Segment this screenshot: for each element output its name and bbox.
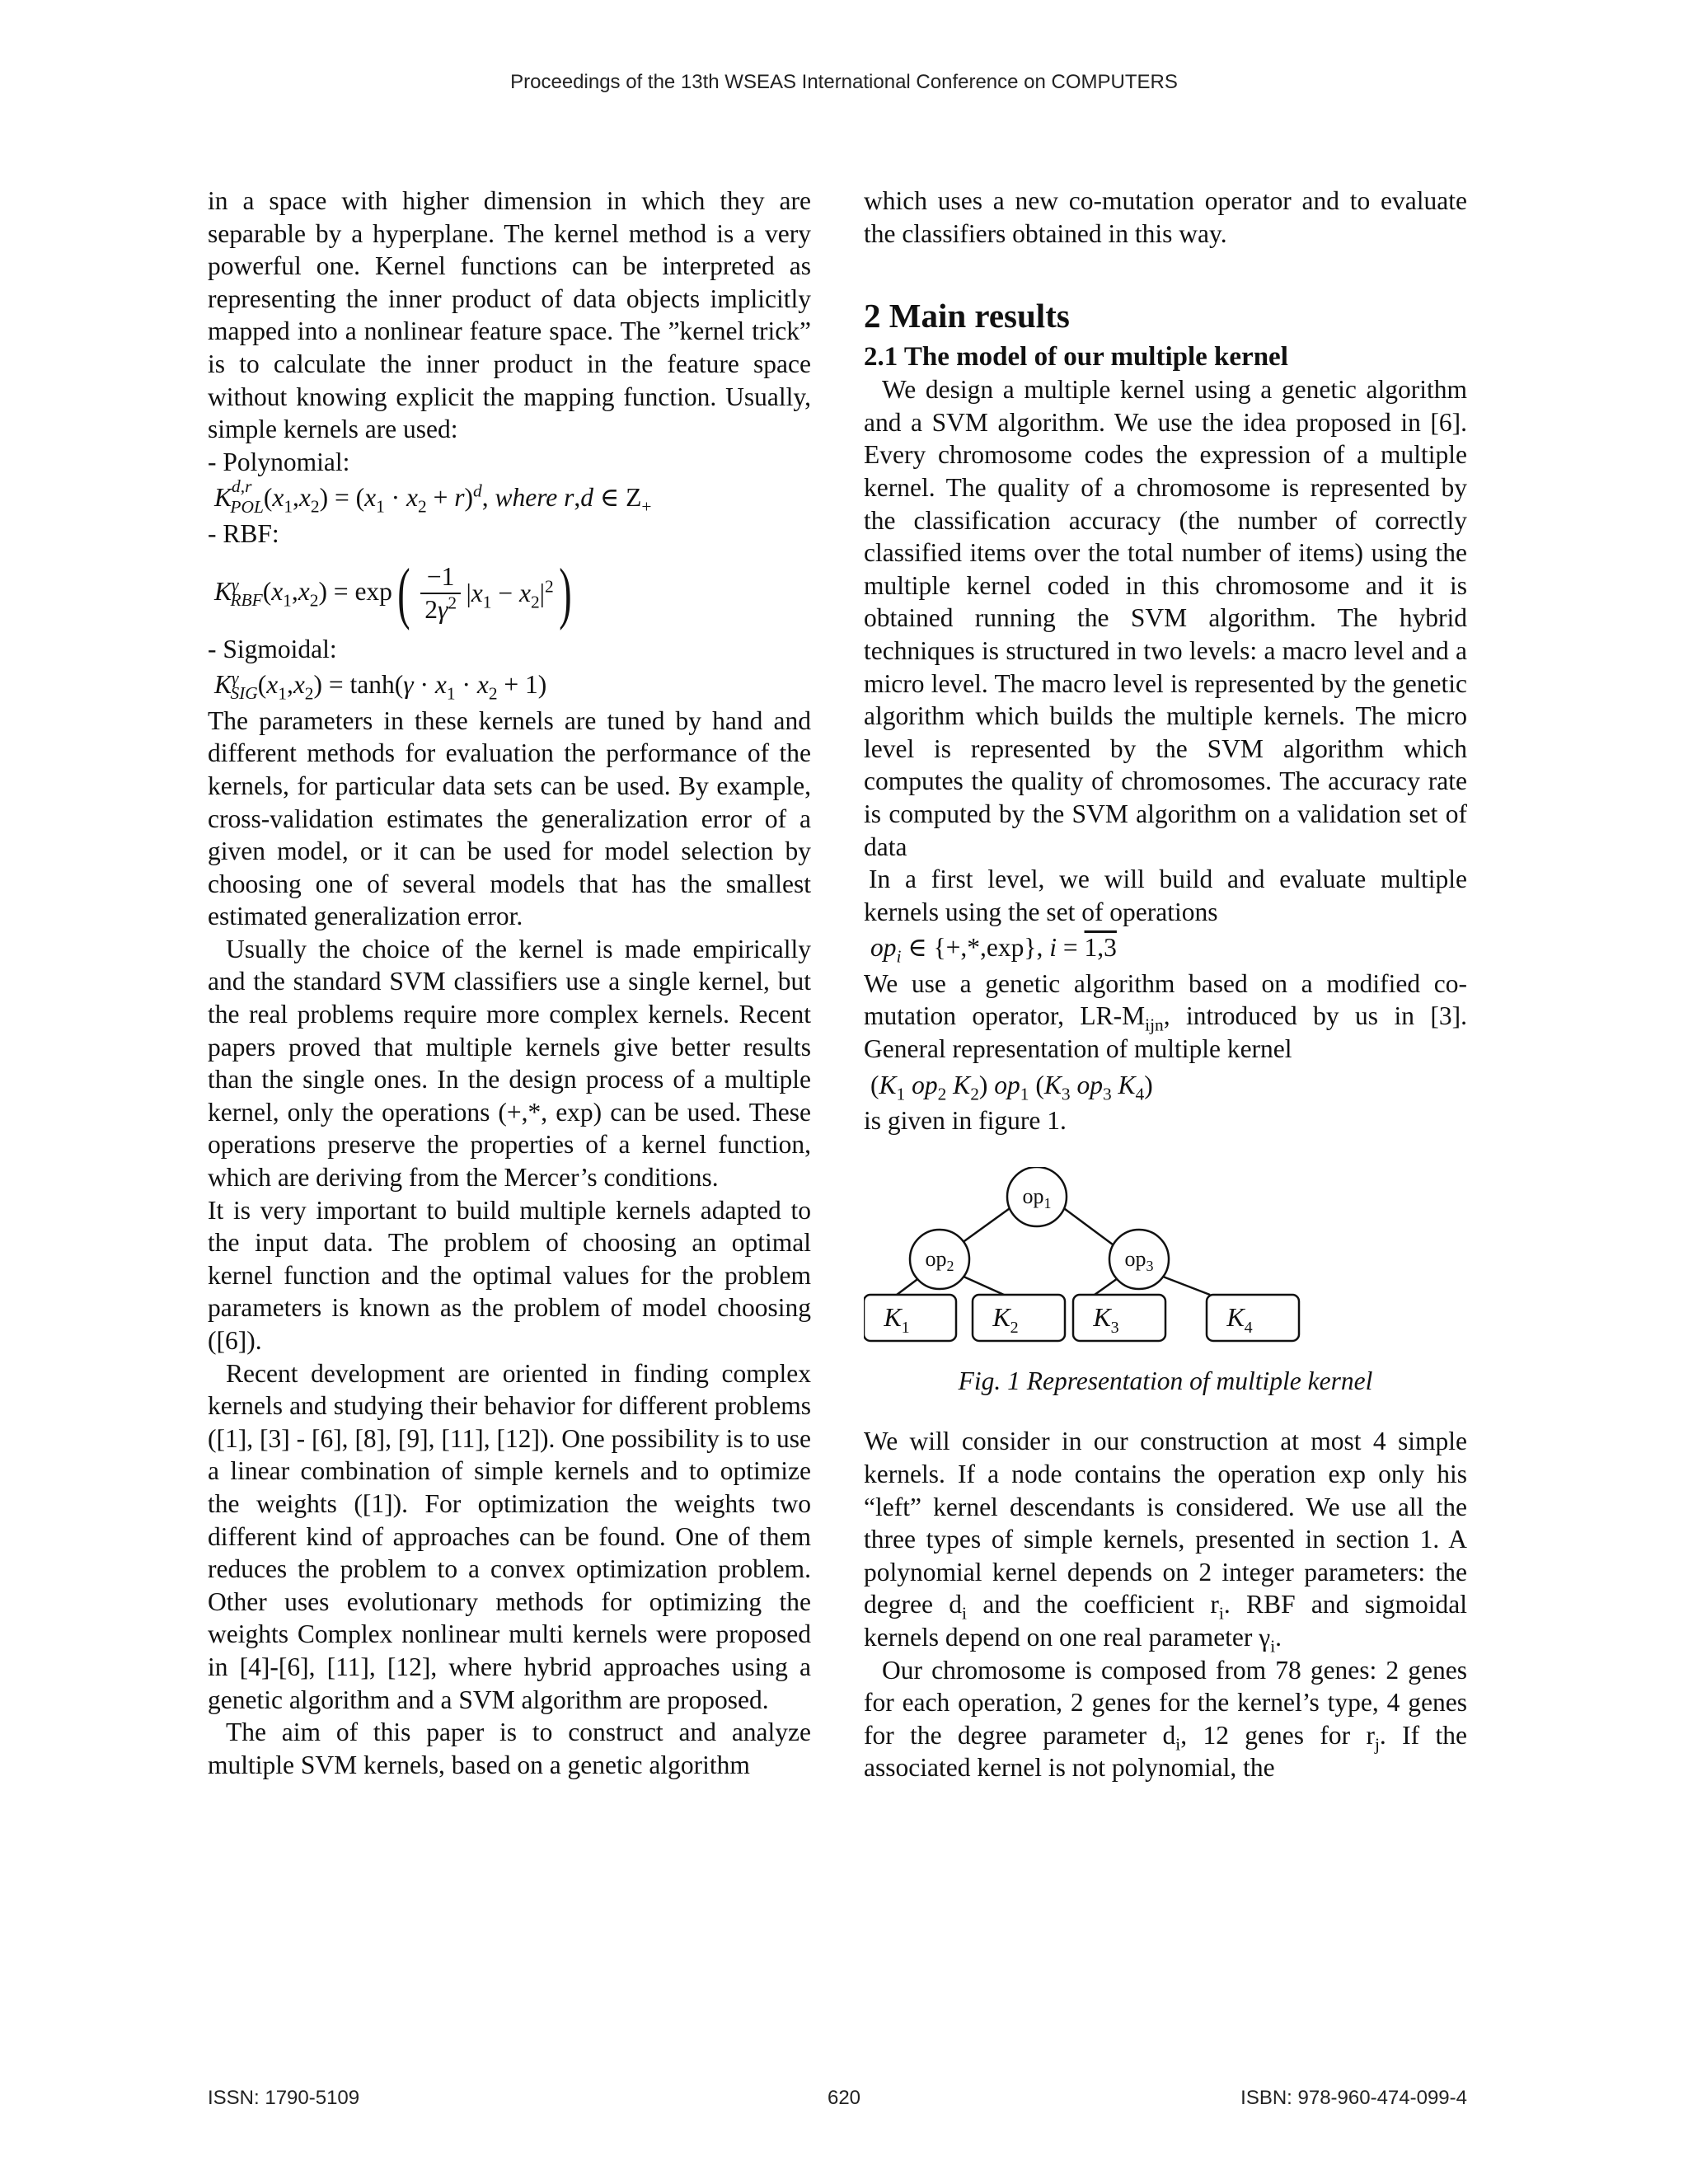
paragraph: in a space with higher dimension in which they are separable by a hyperplane. The kernel method is a very powerful one. Kernel functions can be interpreted as representing the inner product of data objects implicitly mapped into a nonlinear feature space. The ”kernel trick” is to calculate the inner product in the feature space without knowing explicit the mapping function. Usually, simple kernels are used: bbox=[208, 186, 811, 444]
kernel-label-polynomial: - Polynomial: bbox=[208, 447, 350, 476]
paragraph bbox=[864, 968, 1467, 1066]
paragraph: Recent development are oriented in finding complex kernels and studying their behavior for different problems ([1], [3] - [6], [8], [9], [11], [12]). One possibility is to use a linear combination of simple kernels and to optimize the weights ([1]). For optimization the weights two different kind of approaches can be found. One of them reduces the problem to a convex optimization problem. Other uses evolutionary methods for optimizing the weights Complex nonlinear multi kernels were proposed in [4]-[6], [11], [12], where hybrid approaches using a genetic algorithm and a SVM algorithm are proposed. bbox=[208, 1358, 811, 1714]
leaf-label-k2: $K_2$ bbox=[992, 1301, 1019, 1337]
footer-issn: ISSN: 1790-5109 bbox=[208, 2087, 360, 2109]
equation-operations: $op_i$ ∈ {+,*,exp}, i = 1,3 bbox=[870, 933, 1117, 967]
leaf-k3 bbox=[1073, 1295, 1165, 1341]
footer-isbn: ISBN: 978-960-474-099-4 bbox=[1240, 2087, 1467, 2109]
leaf-k4 bbox=[1207, 1295, 1299, 1341]
footer-page-number: 620 bbox=[827, 2087, 861, 2109]
node-label-op1: $op_1$ bbox=[1022, 1183, 1052, 1212]
equation-rbf: $K^\gamma_{RBF}(x_1,x_2) = \exp$( $\frac{-1}{2\gamma^2}$ $|x_1 - x_2|^2$) bbox=[214, 555, 572, 632]
paragraph: The aim of this paper is to construct and analyze multiple SVM kernels, based on a genetic algorithm bbox=[208, 1718, 811, 1779]
right-column bbox=[864, 185, 1467, 1784]
leaf-label-k3: $K_3$ bbox=[1093, 1301, 1119, 1337]
paragraph-text: Our chromosome is composed from 78 genes: 2 genes for each operation, 2 genes for the kernel’s type, 4 genes for the degree parameter d bbox=[864, 1655, 1467, 1750]
edge bbox=[1062, 1207, 1119, 1249]
paragraph: In a first level, we will build and evaluate multiple kernels using the set of operations bbox=[864, 865, 1467, 926]
paragraph-text: We use a genetic algorithm based on a modified co-mutation operator, LR-M bbox=[864, 968, 1467, 1031]
leaf-label-k1: $K_1$ bbox=[884, 1301, 910, 1337]
equation-multiple-kernel: ($K_1$ $op_2$ $K_2$) $op_1$ ($K_3$ $op_3$ $K_4$) bbox=[870, 1070, 1153, 1104]
paragraph: It is very important to build multiple kernels adapted to the input data. The problem of choosing an optimal kernel function and the optimal values for the problem parameters is known as the problem of model choosing ([6]). bbox=[208, 1195, 811, 1355]
leaf-label-k4: $K_4$ bbox=[1226, 1301, 1253, 1337]
paragraph: The parameters in these kernels are tuned by hand and different methods for evaluation the performance of the kernels, for particular data sets can be used. By example, cross-validation estimates the generalization error of a given model, or it can be used for model selection by choosing one of several models that has the smallest estimated generalization error. bbox=[208, 705, 811, 931]
paragraph: Usually the choice of the kernel is made empirically and the standard SVM classifiers use a single kernel, but the real problems require more complex kernels. Recent papers proved that multiple kernels give better results than the single ones. In the design process of a multiple kernel, only the operations (+,*, exp) can be used. These operations preserve the properties of a kernel function, which are deriving from the Mercer’s conditions. bbox=[208, 934, 811, 1193]
kernel-label-rbf: - RBF: bbox=[208, 518, 279, 548]
paragraph: Our chromosome is composed from 78 genes: 2 genes for each operation, 2 genes for the kernel’s type, 4 genes for the degree parameter $d_i$, 12 genes for $r_j$. If the associated kernel is not polynomial, the bbox=[864, 1655, 1467, 1783]
paragraph: is given in figure 1. bbox=[864, 1106, 1067, 1136]
node-label-op3: $op_3$ bbox=[1124, 1246, 1154, 1274]
paragraph-text: , introduced by us in [3]. General representation of multiple kernel bbox=[864, 1001, 1467, 1064]
equation-sigmoidal: $K^\gamma_{SIG}(x_1,x_2) = \tanh(\gamma \cdot x_1 \cdot x_2 + 1)$ bbox=[214, 668, 547, 704]
paragraph-text: . If the associated kernel is not polynomial, the bbox=[864, 1720, 1467, 1783]
section-heading: 2 Main results bbox=[864, 297, 1070, 335]
equation-polynomial: $K^{d,r}_{POL}(x_1,x_2) = (x_1 \cdot x_2 + r)^d$, where r,d ∈ $Z_+$ bbox=[214, 476, 652, 517]
paragraph: We will consider in our construction at most 4 simple kernels. If a node contains the operation exp only his “left” kernel descendants is considered. We use all the three types of simple kernels, presented in section 1. A polynomial kernel depends on 2 integer parameters: the degree $d_i$ and the coefficient $r_i$. RBF and sigmoidal kernels depend on one real parameter $\gamma_i$. bbox=[864, 1427, 1467, 1657]
kernel-label-sigmoidal: - Sigmoidal: bbox=[208, 634, 337, 663]
paragraph-text: We will consider in our construction at most 4 simple kernels. If a node contains the operation exp only his “left” kernel descendants is considered. We use all the three types of simple kernels, presented in section 1. A polynomial kernel depends on 2 integer parameters: the degree d bbox=[864, 1427, 1467, 1619]
tree-diagram bbox=[864, 1167, 1467, 1414]
subsection-heading: 2.1 The model of our multiple kernel bbox=[864, 342, 1288, 373]
leaf-k1 bbox=[864, 1295, 956, 1341]
figure-caption: Fig. 1 Representation of multiple kernel bbox=[958, 1366, 1373, 1395]
node-label-op2: $op_2$ bbox=[925, 1246, 954, 1274]
paragraph: which uses a new co-mutation operator and to evaluate the classifiers obtained in this way. bbox=[864, 186, 1467, 248]
operator-subscript: ijn bbox=[1145, 1015, 1164, 1035]
paragraph-text: , 12 genes for r bbox=[1180, 1720, 1375, 1750]
left-column bbox=[208, 185, 811, 1781]
leaf-k2 bbox=[973, 1295, 1065, 1341]
figure-tree-diagram bbox=[864, 1167, 1467, 1414]
paragraph: We design a multiple kernel using a genetic algorithm and a SVM algorithm. We use the idea proposed in [6]. Every chromosome codes the expression of a multiple kernel. The quality of a chromosome is represented by the classification accuracy (the number of correctly classified items over the total number of items) using the multiple kernel coded in this chromosome and it is obtained running the SVM algorithm. The hybrid techniques is structured in two levels: a macro level and a micro level. The macro level is represented by the genetic algorithm which builds the multiple kernels. The micro level is represented by the SVM algorithm which computes the quality of chromosomes. The accuracy rate is computed by the SVM algorithm on a validation set of data bbox=[864, 375, 1467, 861]
running-header: Proceedings of the 13th WSEAS International Conference on COMPUTERS bbox=[510, 71, 1178, 93]
